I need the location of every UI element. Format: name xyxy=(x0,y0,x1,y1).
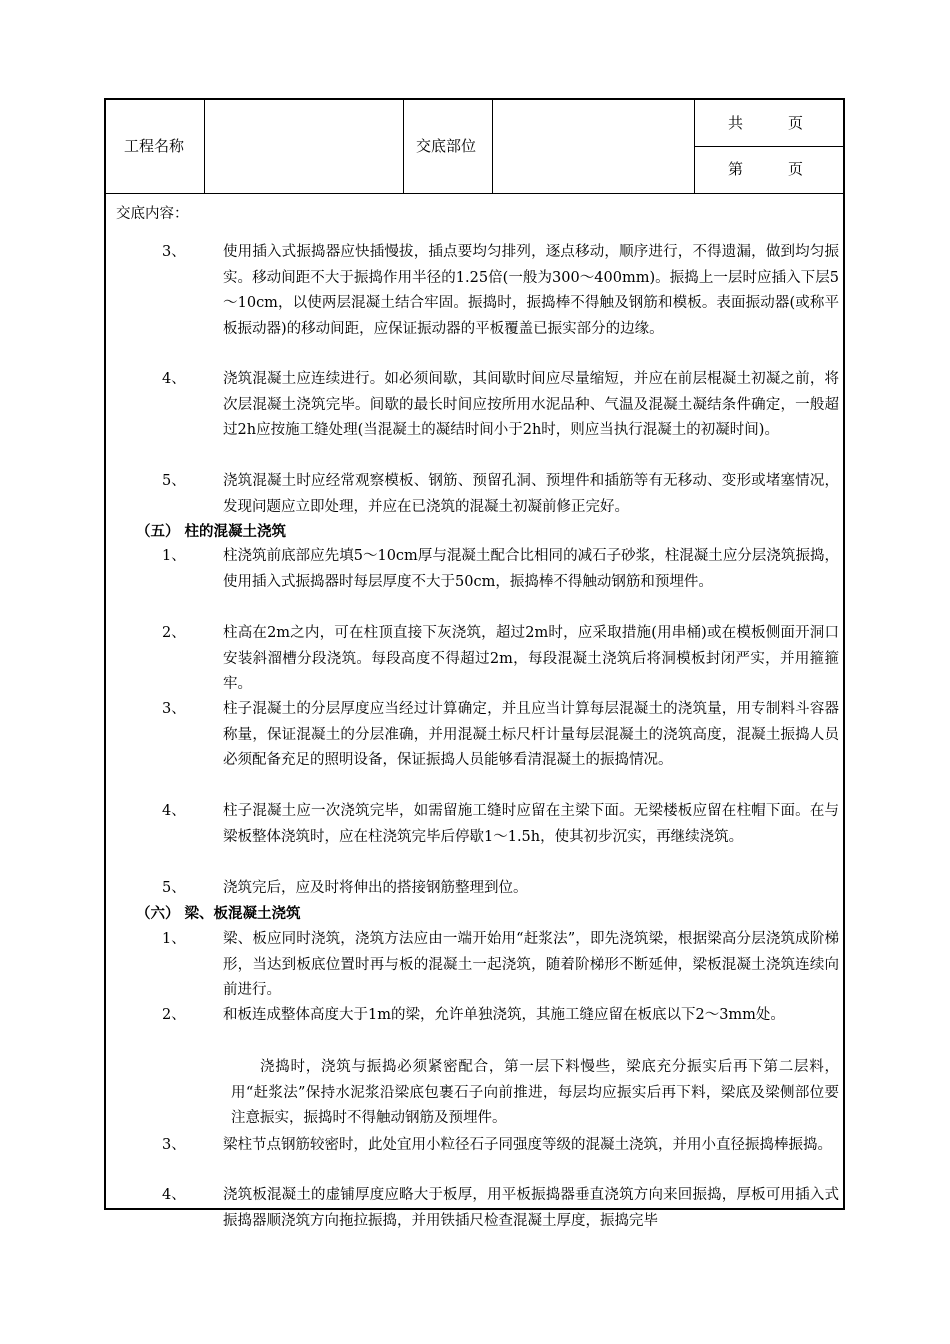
item-text: 柱高在2m之内，可在柱顶直接下灰浇筑，超过2m时，应采取措施(用串桶)或在模板侧面开洞口安装斜溜槽分段浇筑。每段高度不得超过2m，每段混凝土浇筑后将洞模板封闭严实，并用箍箍牢。 xyxy=(223,625,839,693)
item-number: 3、 xyxy=(162,244,186,260)
item-text: 使用插入式振捣器应快插慢拔，插点要均匀排列，逐点移动，顺序进行，不得遗漏，做到均匀振实。移动间距不大于振捣作用半径的1.25倍(一般为300～400mm)。振捣上一层时应插入下层5～10cm，以使两层混凝土结合牢固。振捣时，振捣棒不得触及钢筋和模板。表面振动器(或称平板振动器)的移动间距，应保证振动器的平板覆盖已振实部分的边缘。 xyxy=(223,244,839,337)
item-subparagraph: 浇捣时，浇筑与振捣必须紧密配合，第一层下料慢些，梁底充分振实后再下第二层料，用“赶浆法”保持水泥浆沿梁底包裹石子向前推进，每层均应振实后再下料，梁底及梁侧部位要注意振实，振捣时不得触动钢筋及预埋件。 xyxy=(231,1059,839,1127)
content-label: 交底内容： xyxy=(116,206,189,222)
location-label: 交底部位 xyxy=(416,137,477,155)
item-number: 1、 xyxy=(162,548,186,564)
item-text: 柱子混凝土的分层厚度应当经过计算确定，并且应当计算每层混凝土的浇筑量，用专制料斗容器称量，保证混凝土的分层准确，并用混凝土标尺杆计量每层混凝土的浇筑高度，混凝土振捣人员必须配备充足的照明设备，保证振捣人员能够看清混凝土的振捣情况。 xyxy=(223,701,839,769)
item-text: 浇筑混凝土时应经常观察模板、钢筋、预留孔洞、预埋件和插筋等有无移动、变形或堵塞情况，发现问题应立即处理，并应在已浇筑的混凝土初凝前修正完好。 xyxy=(223,473,839,515)
form-header xyxy=(106,100,843,194)
item-number: 4、 xyxy=(162,371,186,387)
item-text: 柱浇筑前底部应先填5～10cm厚与混凝土配合比相同的减石子砂浆，柱混凝土应分层浇筑振捣，使用插入式振捣器时每层厚度不大于50cm，振捣棒不得触动钢筋和预埋件。 xyxy=(223,548,839,590)
total-pages: 共 页 xyxy=(728,114,804,132)
item-number: 4、 xyxy=(162,803,186,819)
item-number: 5、 xyxy=(162,473,186,489)
item-text: 梁、板应同时浇筑，浇筑方法应由一端开始用“赶浆法”，即先浇筑梁，根据梁高分层浇筑成阶梯形，当达到板底位置时再与板的混凝土一起浇筑，随着阶梯形不断延伸，梁板混凝土浇筑连续向前进行。 xyxy=(223,931,839,999)
item-number: 2、 xyxy=(162,625,186,641)
item-number: 5、 xyxy=(162,880,186,896)
disclosure-form xyxy=(104,98,845,1229)
item-number: 2、 xyxy=(162,1007,186,1023)
item-text: 浇筑完后，应及时将伸出的搭接钢筋整理到位。 xyxy=(223,880,528,896)
item-number: 4、 xyxy=(162,1187,186,1203)
item-number: 1、 xyxy=(162,931,186,947)
item-text: 柱子混凝土应一次浇筑完毕，如需留施工缝时应留在主梁下面。无梁楼板应留在柱帽下面。在与梁板整体浇筑时，应在柱浇筑完毕后停歇1～1.5h，使其初步沉实，再继续浇筑。 xyxy=(223,803,839,845)
project-name-label: 工程名称 xyxy=(124,137,185,155)
section-heading: （六） 梁、板混凝土浇筑 xyxy=(136,905,301,922)
item-number: 3、 xyxy=(162,701,186,717)
item-text: 梁柱节点钢筋较密时，此处宜用小粒径石子同强度等级的混凝土浇筑，并用小直径振捣棒振捣。 xyxy=(223,1137,832,1153)
item-text: 浇筑混凝土应连续进行。如必须间歇，其间歇时间应尽量缩短，并应在前层棍凝土初凝之前，将次层混凝土浇筑完毕。间歇的最长时间应按所用水泥品种、气温及混凝土凝结条件确定，一般超过2h应按施工缝处理(当混凝土的凝结时间小于2h时，则应当执行混凝土的初凝时间)。 xyxy=(223,371,839,439)
section-heading: （五） 柱的混凝土浇筑 xyxy=(136,523,287,540)
page-number: 第 页 xyxy=(728,160,804,178)
item-text: 和板连成整体高度大于1m的梁，允许单独浇筑，其施工缝应留在板底以下2～3mm处。 xyxy=(223,1007,785,1023)
item-text: 浇筑板混凝土的虚铺厚度应略大于板厚，用平板振捣器垂直浇筑方向来回振捣，厚板可用插入式振捣器顺浇筑方向拖拉振捣，并用铁插尺检查混凝土厚度，振捣完毕 xyxy=(223,1187,839,1229)
item-number: 3、 xyxy=(162,1137,186,1153)
content-area xyxy=(106,193,843,1229)
